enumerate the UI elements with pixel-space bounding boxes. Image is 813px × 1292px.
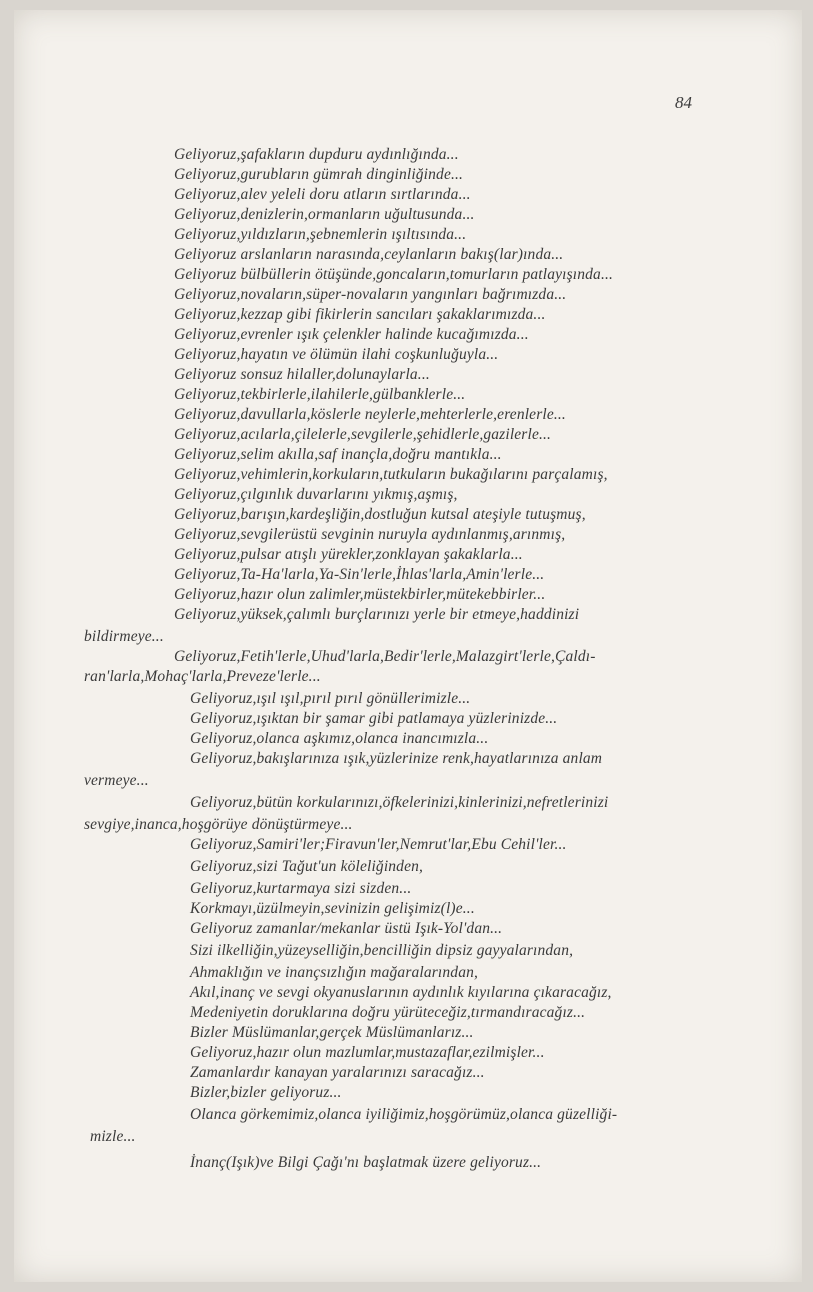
text-line: vermeye... — [84, 772, 149, 789]
text-line: Geliyoruz,hayatın ve ölümün ilahi coşkunluğuyla... — [174, 346, 499, 363]
text-line: İnanç(Işık)ve Bilgi Çağı'nı başlatmak üzere geliyoruz... — [190, 1154, 542, 1171]
text-line: sevgiye,inanca,hoşgörüye dönüştürmeye... — [84, 816, 353, 833]
text-line: Korkmayı,üzülmeyin,sevinizin gelişimiz(l)e... — [190, 900, 475, 917]
text-line: Akıl,inanç ve sevgi okyanuslarının aydınlık kıyılarına çıkaracağız, — [190, 984, 612, 1001]
text-line: Geliyoruz,davullarla,köslerle neylerle,mehterlerle,erenlerle... — [174, 406, 566, 423]
text-line: Geliyoruz,gurubların gümrah dinginliğinde... — [174, 166, 464, 183]
text-line: Geliyoruz,olanca aşkımız,olanca inancımızla... — [190, 730, 489, 747]
text-line: Geliyoruz,barışın,kardeşliğin,dostluğun kutsal ateşiyle tutuşmuş, — [174, 506, 586, 523]
text-line: Medeniyetin doruklarına doğru yürüteceğiz,tırmandıracağız... — [190, 1004, 586, 1021]
text-line: Geliyoruz,yüksek,çalımlı burçlarınızı yerle bir etmeye,haddinizi — [174, 606, 580, 623]
text-line: Geliyoruz arslanların narasında,ceylanların bakış(lar)ında... — [174, 246, 564, 263]
text-line: Geliyoruz,Fetih'lerle,Uhud'larla,Bedir'lerle,Malazgirt'lerle,Çaldı- — [174, 648, 596, 665]
text-line: Geliyoruz,hazır olun zalimler,müstekbirler,mütekebbirler... — [174, 586, 546, 603]
text-line: Geliyoruz,alev yeleli doru atların sırtlarında... — [174, 186, 471, 203]
text-line: mizle... — [90, 1128, 136, 1145]
text-line: Geliyoruz,kezzap gibi fikirlerin sancıları şakaklarımızda... — [174, 306, 546, 323]
text-line: Geliyoruz,hazır olun mazlumlar,mustazaflar,ezilmişler... — [190, 1044, 545, 1061]
text-line: Geliyoruz,şafakların dupduru aydınlığında... — [174, 146, 459, 163]
text-line: Sizi ilkelliğin,yüzeyselliğin,bencilliğin dipsiz gayyalarından, — [190, 942, 574, 959]
text-line: Geliyoruz,Samiri'ler;Firavun'ler,Nemrut'lar,Ebu Cehil'ler... — [190, 836, 567, 853]
text-line: Geliyoruz,denizlerin,ormanların uğultusunda... — [174, 206, 475, 223]
text-line: Geliyoruz,kurtarmaya sizi sizden... — [190, 880, 412, 897]
text-line: Geliyoruz sonsuz hilaller,dolunaylarla... — [174, 366, 430, 383]
text-line: Geliyoruz,bakışlarınıza ışık,yüzlerinize renk,hayatlarınıza anlam — [190, 750, 603, 767]
text-line: Geliyoruz,selim akılla,saf inançla,doğru mantıkla... — [174, 446, 502, 463]
text-line: Geliyoruz,acılarla,çilelerle,sevgilerle,şehidlerle,gazilerle... — [174, 426, 552, 443]
text-line: Geliyoruz,ışıl ışıl,pırıl pırıl gönüllerimizle... — [190, 690, 471, 707]
text-line: Geliyoruz,sizi Tağut'un köleliğinden, — [190, 858, 424, 875]
text-line: Geliyoruz,sevgilerüstü sevginin nuruyla aydınlanmış,arınmış, — [174, 526, 566, 543]
text-line: Geliyoruz,yıldızların,şebnemlerin ışıltısında... — [174, 226, 467, 243]
page-number: 84 — [675, 93, 692, 112]
text-line: ran'larla,Mohaç'larla,Preveze'lerle... — [84, 668, 321, 685]
text-line: Olanca görkemimiz,olanca iyiliğimiz,hoşgörümüz,olanca güzelliği- — [190, 1106, 618, 1123]
text-line: Geliyoruz,novaların,süper-novaların yangınları bağrımızda... — [174, 286, 567, 303]
text-line: Geliyoruz,çılgınlık duvarlarını yıkmış,aşmış, — [174, 486, 458, 503]
text-line: Geliyoruz,pulsar atışlı yürekler,zonklayan şakaklarla... — [174, 546, 523, 563]
text-line: bildirmeye... — [84, 628, 164, 645]
text-line: Zamanlardır kanayan yaralarınızı saracağız... — [190, 1064, 485, 1081]
text-line: Bizler Müslümanlar,gerçek Müslümanlarız... — [190, 1024, 474, 1041]
text-line: Geliyoruz,ışıktan bir şamar gibi patlamaya yüzlerinizde... — [190, 710, 558, 727]
text-line: Geliyoruz,bütün korkularınızı,öfkelerinizi,kinlerinizi,nefretlerinizi — [190, 794, 609, 811]
book-page — [14, 10, 802, 1282]
text-line: Geliyoruz zamanlar/mekanlar üstü Işık-Yol'dan... — [190, 920, 503, 937]
text-line: Geliyoruz,tekbirlerle,ilahilerle,gülbanklerle... — [174, 386, 466, 403]
text-line: Ahmaklığın ve inançsızlığın mağaralarından, — [190, 964, 479, 981]
text-line: Geliyoruz,evrenler ışık çelenkler halinde kucağımızda... — [174, 326, 529, 343]
text-line: Geliyoruz,vehimlerin,korkuların,tutkuların bukağılarını parçalamış, — [174, 466, 608, 483]
text-line: Bizler,bizler geliyoruz... — [190, 1084, 342, 1101]
text-line: Geliyoruz bülbüllerin ötüşünde,goncaların,tomurların patlayışında... — [174, 266, 614, 283]
text-line: Geliyoruz,Ta-Ha'larla,Ya-Sin'lerle,İhlas'larla,Amin'lerle... — [174, 566, 545, 583]
